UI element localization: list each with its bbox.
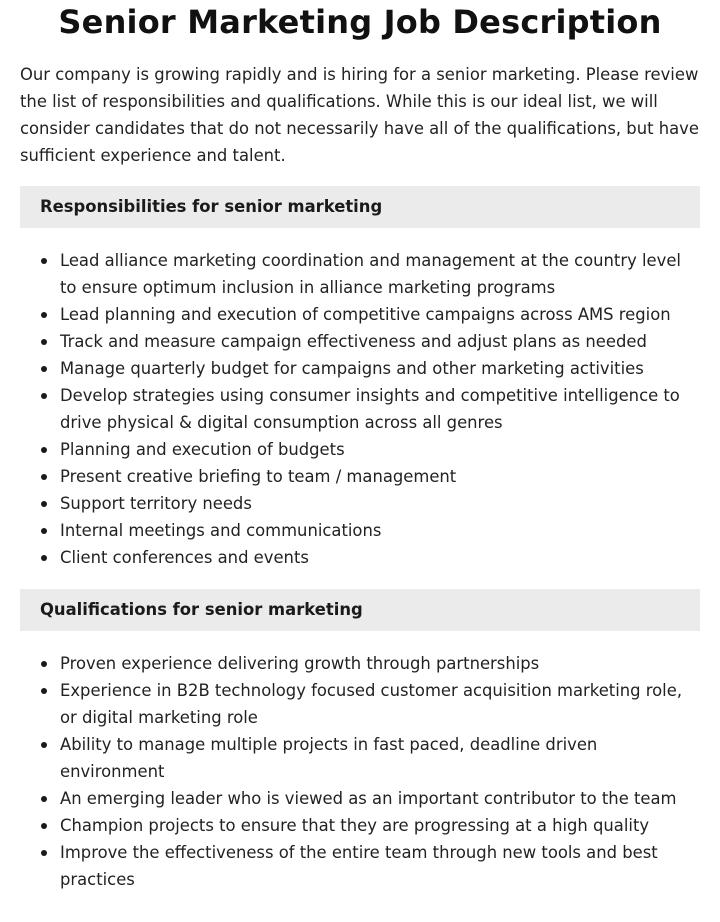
list-item: Improve the effectiveness of the entire team through new tools and best practices <box>20 839 700 893</box>
list-item: An emerging leader who is viewed as an important contributor to the team <box>20 785 700 812</box>
list-item: Proven experience delivering growth through partnerships <box>20 650 700 677</box>
page-title: Senior Marketing Job Description <box>58 3 662 41</box>
list-item: Track and measure campaign effectiveness and adjust plans as needed <box>20 328 700 355</box>
list-item: Experience in B2B technology focused customer acquisition marketing role, or digital marketing role <box>20 677 700 731</box>
list-item: Planning and execution of budgets <box>20 436 700 463</box>
list-item: Develop strategies using consumer insights and competitive intelligence to drive physical & digital consumption across all genres <box>20 382 700 436</box>
list-item: Present creative briefing to team / management <box>20 463 700 490</box>
responsibilities-heading: Responsibilities for senior marketing <box>20 186 700 228</box>
list-item: Ability to manage multiple projects in fast paced, deadline driven environment <box>20 731 700 785</box>
responsibilities-list <box>20 247 700 571</box>
list-item: Manage quarterly budget for campaigns and other marketing activities <box>20 355 700 382</box>
list-item: Champion projects to ensure that they are progressing at a high quality <box>20 812 700 839</box>
qualifications-heading: Qualifications for senior marketing <box>20 589 700 631</box>
qualifications-list <box>20 650 700 893</box>
list-item: Lead planning and execution of competitive campaigns across AMS region <box>20 301 700 328</box>
list-item: Client conferences and events <box>20 544 700 571</box>
list-item: Internal meetings and communications <box>20 517 700 544</box>
intro-paragraph: Our company is growing rapidly and is hiring for a senior marketing. Please review the list of responsibilities and qualifications. While this is our ideal list, we will consider candidates that do not necessarily have all of the qualifications, but have sufficient experience and talent. <box>20 65 699 165</box>
list-item: Lead alliance marketing coordination and management at the country level to ensure optimum inclusion in alliance marketing programs <box>20 247 700 301</box>
list-item: Support territory needs <box>20 490 700 517</box>
